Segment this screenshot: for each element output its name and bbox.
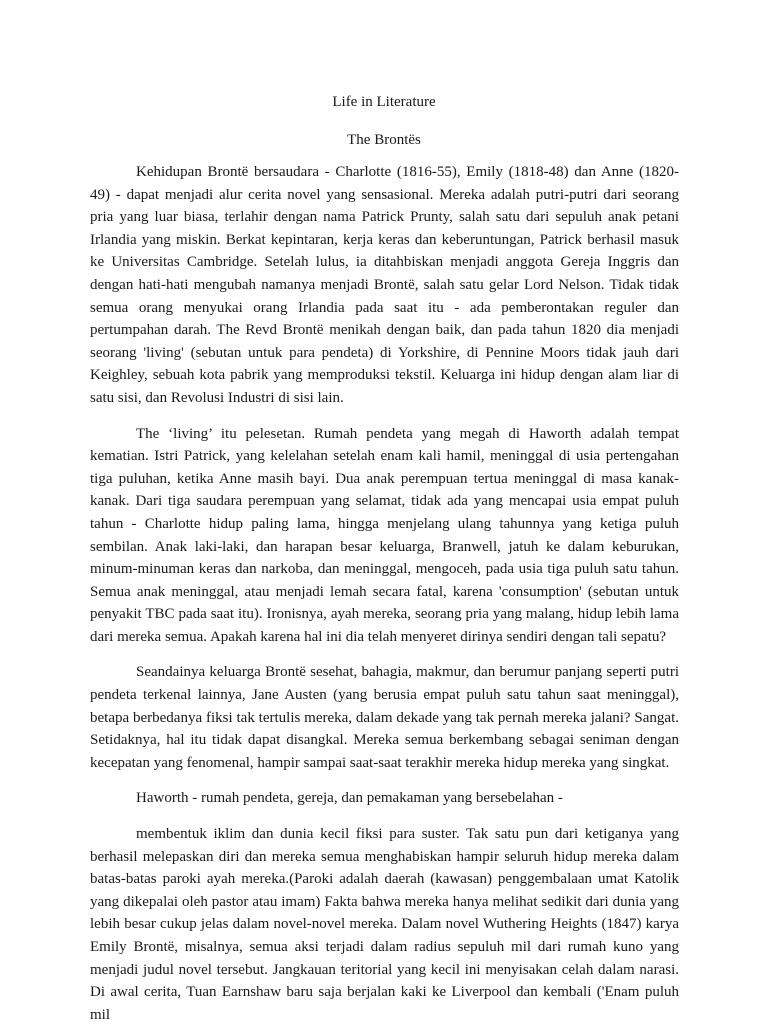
paragraph-3: Seandainya keluarga Brontë sesehat, bahagia, makmur, dan berumur panjang seperti putri pendeta terkenal lainnya, Jane Austen (yang berusia empat puluh satu tahun saat meninggal), betapa berbedanya fiksi tak tertulis mereka, dalam dekade yang tak pernah mereka jalani? Sangat. Setidaknya, hal itu tidak dapat disangkal. Mereka semua berkembang sebagai seniman dengan kecepatan yang fenomenal, hampir sampai saat-saat terakhir mereka hidup mereka yang singkat.	[90, 664, 679, 771]
paragraph-1: Kehidupan Brontë bersaudara - Charlotte (1816-55), Emily (1818-48) dan Anne (1820-49) - dapat menjadi alur cerita novel yang sensasional. Mereka adalah putri-putri dari seorang pria yang luar biasa, terlahir dengan nama Patrick Prunty, salah satu dari sepuluh anak petani Irlandia yang miskin. Berkat kepintaran, kerja keras dan keberuntungan, Patrick berhasil masuk ke Universitas Cambridge. Setelah lulus, ia ditahbiskan menjadi anggota Gereja Inggris dan dengan hati-hati mengubah namanya menjadi Brontë, salah satu gelar Lord Nelson. Tidak tidak semua orang menyukai orang Irlandia pada saat itu - ada pemberontakan reguler dan pertumpahan darah. The Revd Brontë menikah dengan baik, dan pada tahun 1820 dia menjadi seorang 'living' (sebutan untuk para pendeta) di Yorkshire, di Pennine Moors tidak jauh dari Keighley, sebuah kota pabrik yang memproduksi tekstil. Keluarga ini hidup dengan alam liar di satu sisi, dan Revolusi Industri di sisi lain.	[90, 164, 679, 406]
document-body	[90, 161, 679, 1024]
document-subheading: The Brontës	[347, 132, 421, 148]
document-heading: Life in Literature	[332, 94, 436, 110]
paragraph-4: Haworth - rumah pendeta, gereja, dan pemakaman yang bersebelahan -	[136, 790, 563, 807]
paragraph-2: The ‘living’ itu pelesetan. Rumah pendeta yang megah di Haworth adalah tempat kematian. Istri Patrick, yang kelelahan setelah enam kali hamil, meninggal di usia pertengahan tiga puluhan, ketika Anne masih bayi. Dua anak perempuan tertua meninggal di masa kanak-kanak. Dari tiga saudara perempuan yang selamat, tidak ada yang mencapai usia empat puluh tahun - Charlotte hidup paling lama, hingga menjelang ulang tahunnya yang ketiga puluh sembilan. Anak laki-laki, dan harapan besar keluarga, Branwell, jatuh ke dalam keburukan, minum-minuman keras dan narkoba, dan meninggal, mengoceh, pada usia tiga puluh satu tahun. Semua anak meninggal, atau menjadi lemah secara fatal, karena 'consumption' (sebutan untuk penyakit TBC pada saat itu). Ironisnya, ayah mereka, seorang pria yang malang, hidup lebih lama dari mereka semua. Apakah karena hal ini dia telah menyeret dirinya sendiri dengan tali sepatu?	[90, 425, 679, 645]
paragraph-5: membentuk iklim dan dunia kecil fiksi para suster. Tak satu pun dari ketiganya yang berhasil melepaskan diri dan mereka semua menghabiskan hampir seluruh hidup mereka dalam batas-batas paroki ayah mereka.(Paroki adalah daerah (kawasan) penggembalaan umat Katolik yang dikepalai oleh pastor atau imam) Fakta bahwa mereka hanya melihat sedikit dari dunia yang lebih besar cukup jelas dalam novel-novel mereka. Dalam novel Wuthering Heights (1847) karya Emily Brontë, misalnya, semua aksi terjadi dalam radius sepuluh mil dari rumah kuno yang menjadi judul novel tersebut. Jangkauan teritorial yang kecil ini menyisakan celah dalam narasi. Di awal cerita, Tuan Earnshaw baru saja berjalan kaki ke Liverpool dan kembali ('Enam puluh mil	[90, 826, 679, 1023]
